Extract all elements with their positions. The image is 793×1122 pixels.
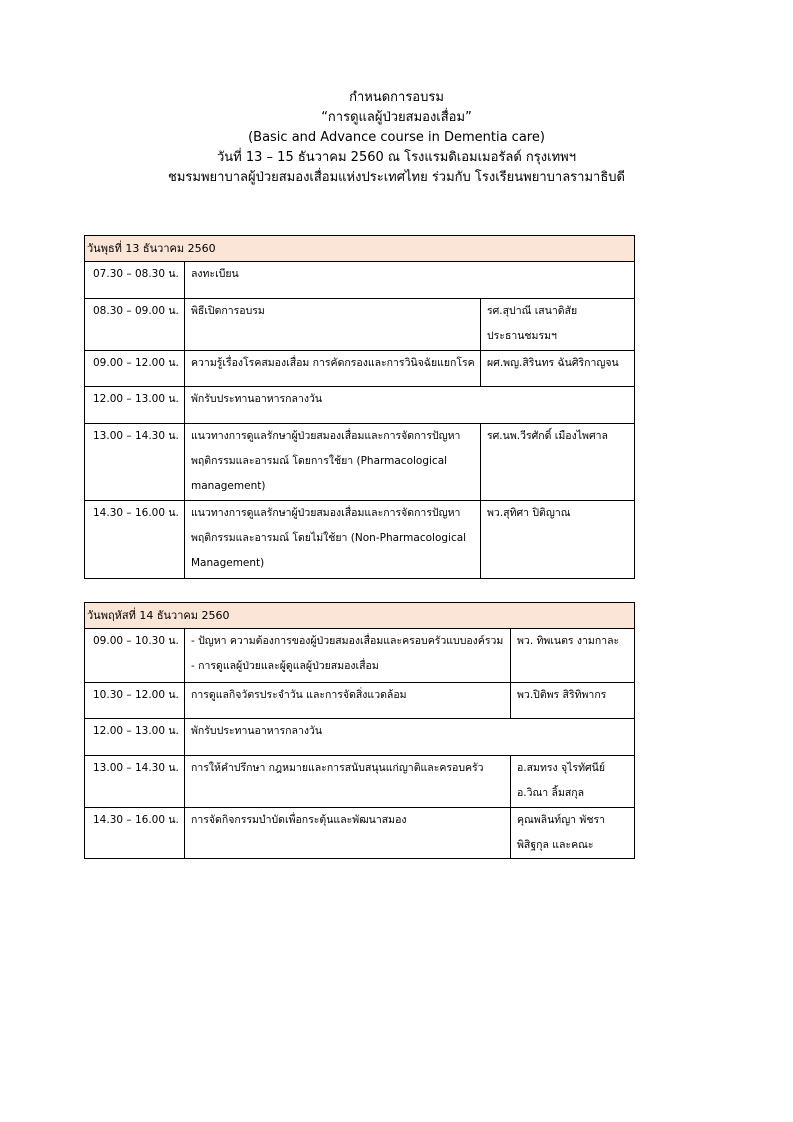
topic-line: Management) (191, 557, 265, 569)
session-time: 14.30 – 16.00 น. (85, 501, 185, 579)
topic-line: แนวทางการดูแลรักษาผู้ป่วยสมองเสื่อมและการจัดการปัญหา (191, 430, 461, 442)
topic-line: พักรับประทานอาหารกลางวัน (191, 393, 323, 405)
header-course-english: (Basic and Advance course in Dementia care) (248, 130, 545, 145)
session-speaker (511, 756, 635, 808)
day2-title: วันพฤหัสที่ 14 ธันวาคม 2560 (85, 603, 635, 629)
header-course-name: “การดูแลผู้ป่วยสมองเสื่อม” (321, 110, 472, 125)
header-organizers: ชมรมพยาบาลผู้ป่วยสมองเสื่อมแห่งประเทศไทย ร่วมกับ โรงเรียนพยาบาลรามาธิบดี (168, 170, 625, 185)
speaker-line: รศ.สุปาณี เสนาดิสัย (487, 305, 578, 317)
session-speaker (511, 629, 635, 683)
day1-title: วันพุธที่ 13 ธันวาคม 2560 (85, 236, 635, 262)
session-speaker (481, 351, 635, 387)
schedule-row (85, 683, 635, 719)
session-speaker (481, 501, 635, 579)
schedule-row (85, 387, 635, 424)
session-time: 12.00 – 13.00 น. (85, 387, 185, 424)
session-topic (185, 424, 481, 501)
schedule-row (85, 756, 635, 808)
document-header (0, 88, 793, 188)
speaker-line: พว. ทิพเนตร งามกาละ (517, 635, 620, 647)
session-time: 08.30 – 09.00 น. (85, 299, 185, 351)
schedule-row (85, 351, 635, 387)
schedule-row (85, 808, 635, 859)
header-title: กำหนดการอบรม (349, 90, 444, 105)
speaker-line: พว.ปิติพร สิริทิพากร (517, 689, 607, 701)
schedule-row (85, 424, 635, 501)
schedule-row (85, 501, 635, 579)
schedule-row (85, 299, 635, 351)
topic-line: ลงทะเบียน (191, 268, 239, 280)
session-topic (185, 351, 481, 387)
session-topic (185, 299, 481, 351)
session-time: 13.00 – 14.30 น. (85, 756, 185, 808)
session-time: 10.30 – 12.00 น. (85, 683, 185, 719)
header-date-venue: วันที่ 13 – 15 ธันวาคม 2560 ณ โรงแรมดิเอมเมอรัลด์ กรุงเทพฯ (216, 150, 577, 165)
topic-line: ความรู้เรื่องโรคสมองเสื่อม การคัดกรองและการวินิจฉัยแยกโรค (191, 357, 475, 369)
topic-line: การจัดกิจกรรมบำบัดเพื่อกระตุ้นและพัฒนาสมอง (191, 814, 407, 826)
session-topic (185, 808, 511, 859)
session-time: 07.30 – 08.30 น. (85, 262, 185, 299)
session-topic (185, 719, 635, 756)
speaker-line: อ.สมทรง จุไรทัศนีย์ (517, 762, 605, 774)
session-time: 13.00 – 14.30 น. (85, 424, 185, 501)
session-topic (185, 683, 511, 719)
speaker-line: รศ.นพ.วีรศักดิ์ เมืองไพศาล (487, 430, 608, 442)
schedule-row (85, 719, 635, 756)
topic-line: พฤติกรรมและอารมณ์ โดยไม่ใช้ยา (Non-Pharmacological (191, 532, 467, 544)
speaker-line: พว.สุทิศา ปิติญาณ (487, 507, 571, 519)
speaker-line: คุณพลินท์ญา พัชรา (517, 814, 605, 826)
session-speaker (511, 683, 635, 719)
day1-header-row (85, 236, 635, 262)
speaker-line: ผศ.พญ.สิรินทร ฉันศิริกาญจน (487, 357, 619, 369)
topic-line: การดูแลกิจวัตรประจำวัน และการจัดสิ่งแวดล้อม (191, 689, 407, 701)
topic-line: การให้คำปรึกษา กฎหมายและการสนับสนุนแก่ญาติและครอบครัว (191, 762, 484, 774)
session-time: 12.00 – 13.00 น. (85, 719, 185, 756)
session-speaker (481, 299, 635, 351)
topic-line: management) (191, 480, 266, 492)
day2-header-row (85, 603, 635, 629)
topic-line: พฤติกรรมและอารมณ์ โดยการใช้ยา (Pharmacological (191, 455, 448, 467)
topic-line: - การดูแลผู้ป่วยและผู้ดูแลผู้ป่วยสมองเสื่อม (191, 660, 379, 672)
session-topic (185, 629, 511, 683)
session-speaker (481, 424, 635, 501)
topic-line: พักรับประทานอาหารกลางวัน (191, 725, 323, 737)
session-topic (185, 262, 635, 299)
topic-line: - ปัญหา ความต้องการของผู้ป่วยสมองเสื่อมและครอบครัวแบบองค์รวม (191, 635, 504, 647)
speaker-line: อ.วิณา ลิ้มสกุล (517, 787, 585, 799)
session-speaker (511, 808, 635, 859)
session-time: 09.00 – 12.00 น. (85, 351, 185, 387)
session-topic (185, 387, 635, 424)
session-topic (185, 756, 511, 808)
session-time: 14.30 – 16.00 น. (85, 808, 185, 859)
session-time: 09.00 – 10.30 น. (85, 629, 185, 683)
topic-line: แนวทางการดูแลรักษาผู้ป่วยสมองเสื่อมและการจัดการปัญหา (191, 507, 461, 519)
speaker-line: ประธานชมรมฯ (487, 330, 557, 342)
topic-line: พิธีเปิดการอบรม (191, 305, 265, 317)
schedule-row (85, 262, 635, 299)
schedule-row (85, 629, 635, 683)
day2-schedule-table (84, 602, 635, 859)
session-topic (185, 501, 481, 579)
speaker-line: พิสิฐกุล และคณะ (517, 839, 594, 851)
day1-schedule-table (84, 235, 635, 579)
